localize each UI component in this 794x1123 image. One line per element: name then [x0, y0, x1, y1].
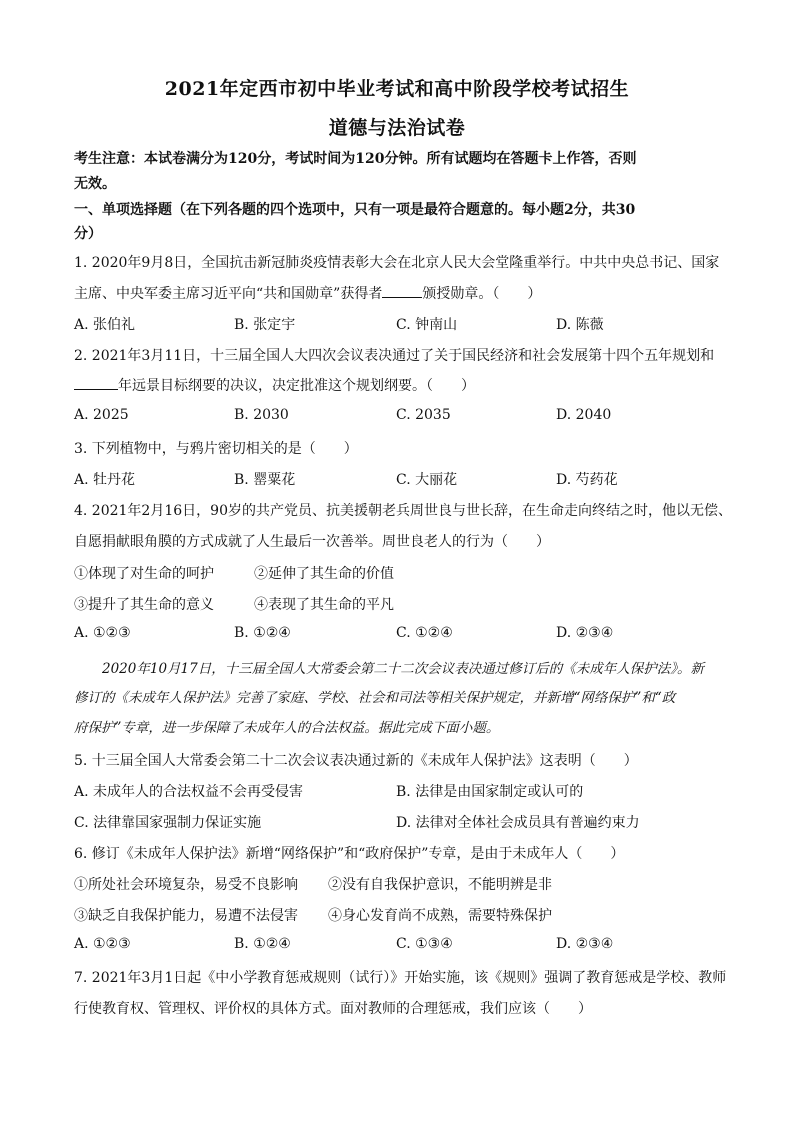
material-line-2: 修订的《未成年人保护法》完善了家庭、学校、社会和司法等相关保护规定，并新增“网络保护”和“政 [74, 690, 676, 706]
q4-option-b: B. ①②④ [234, 625, 291, 641]
q6-option-b: B. ①②④ [234, 936, 291, 952]
q2-stem-line-1: 2. 2021年3月11日，十三届全国人大四次会议表决通过了关于国民经济和社会发展第十四个五年规划和 [74, 348, 715, 364]
q5-option-d: D. 法律对全体社会成员具有普遍约束力 [396, 815, 640, 831]
notice-line-2: 无效。 [74, 176, 116, 192]
notice-line-1: 考生注意：本试卷满分为120分，考试时间为120分钟。所有试题均在答题卡上作答，否则 [74, 151, 637, 167]
q4-option-d: D. ②③④ [556, 625, 614, 641]
material-line-3: 府保护”专章，进一步保障了未成年人的合法权益。据此完成下面小题。 [74, 720, 500, 736]
q2-option-c: C. 2035 [396, 407, 451, 423]
q1-option-b: B. 张定宇 [234, 317, 296, 333]
q2-stem-text: 年远景目标纲要的决议，决定批准这个规划纲要。（ ） [118, 378, 475, 394]
material-line-1: 2020年10月17日，十三届全国人大常委会第二十二次会议表决通过修订后的《未成年人保护法》。新 [102, 661, 704, 677]
exam-subtitle: 道德与法治试卷 [328, 117, 466, 139]
q4-statement-3: ③提升了其生命的意义 [74, 597, 214, 613]
q6-statement-1: ①所处社会环境复杂，易受不良影响 [74, 877, 298, 893]
q4-stem-line-2: 自愿捐献眼角膜的方式成就了人生最后一次善举。周世良老人的行为（ ） [74, 534, 550, 550]
q6-statement-3: ③缺乏自我保护能力，易遭不法侵害 [74, 908, 298, 924]
q5-option-a: A. 未成年人的合法权益不会再受侵害 [74, 784, 304, 800]
q4-stem-line-1: 4. 2021年2月16日，90岁的共产党员、抗美援朝老兵周世良与世长辞，在生命走向终结之时，他以无偿、 [74, 503, 732, 519]
section-heading-line-2: 分） [74, 226, 102, 242]
q6-statement-4: ④身心发育尚不成熟，需要特殊保护 [328, 908, 552, 924]
q6-statement-2: ②没有自我保护意识，不能明辨是非 [328, 877, 552, 893]
exam-title: 2021年定西市初中毕业考试和高中阶段学校考试招生 [164, 78, 630, 100]
q6-option-c: C. ①③④ [396, 936, 453, 952]
q4-option-a: A. ①②③ [74, 625, 131, 641]
q4-statement-4: ④表现了其生命的平凡 [254, 597, 394, 613]
q5-option-b: B. 法律是由国家制定或认可的 [396, 784, 584, 800]
q4-statement-1: ①体现了对生命的呵护 [74, 566, 214, 582]
q4-option-c: C. ①②④ [396, 625, 453, 641]
q7-stem-line-1: 7. 2021年3月1日起《中小学教育惩戒规则（试行）》开始实施，该《规则》强调了教育惩戒是学校、教师 [74, 970, 727, 986]
q5-option-c: C. 法律靠国家强制力保证实施 [74, 815, 262, 831]
q1-stem-line-2 [74, 283, 541, 303]
q1-option-d: D. 陈薇 [556, 317, 604, 333]
q5-stem: 5. 十三届全国人大常委会第二十二次会议表决通过新的《未成年人保护法》这表明（ ） [74, 753, 638, 769]
q7-stem-line-2: 行使教育权、管理权、评价权的具体方式。面对教师的合理惩戒，我们应该（ ） [74, 1001, 592, 1017]
q3-option-d: D. 芍药花 [556, 472, 618, 488]
q2-stem-line-2 [74, 375, 475, 395]
q2-option-d: D. 2040 [556, 407, 612, 423]
q1-stem-line-1: 1. 2020年9月8日，全国抗击新冠肺炎疫情表彰大会在北京人民大会堂隆重举行。中共中央总书记、国家 [74, 255, 720, 271]
q3-option-c: C. 大丽花 [396, 472, 458, 488]
section-heading-line-1: 一、单项选择题（在下列各题的四个选项中，只有一项是最符合题意的。每小题2分，共30 [74, 202, 636, 218]
q2-option-a: A. 2025 [74, 407, 129, 423]
q6-stem: 6. 修订《未成年人保护法》新增“网络保护”和“政府保护”专章，是由于未成年人（ ） [74, 846, 625, 862]
q1-option-a: A. 张伯礼 [74, 317, 136, 333]
q4-statement-2: ②延伸了其生命的价值 [254, 566, 394, 582]
answer-blank [382, 283, 422, 298]
q1-stem-text: 主席、中央军委主席习近平向“共和国勋章”获得者 [74, 286, 383, 302]
q3-option-a: A. 牡丹花 [74, 472, 136, 488]
q1-stem-tail: 颁授勋章。（ ） [422, 286, 542, 302]
q6-option-a: A. ①②③ [74, 936, 131, 952]
q3-stem: 3. 下列植物中，与鸦片密切相关的是（ ） [74, 441, 358, 457]
q2-option-b: B. 2030 [234, 407, 289, 423]
q3-option-b: B. 罂粟花 [234, 472, 296, 488]
q1-option-c: C. 钟南山 [396, 317, 458, 333]
q6-option-d: D. ②③④ [556, 936, 614, 952]
answer-blank [74, 375, 118, 390]
